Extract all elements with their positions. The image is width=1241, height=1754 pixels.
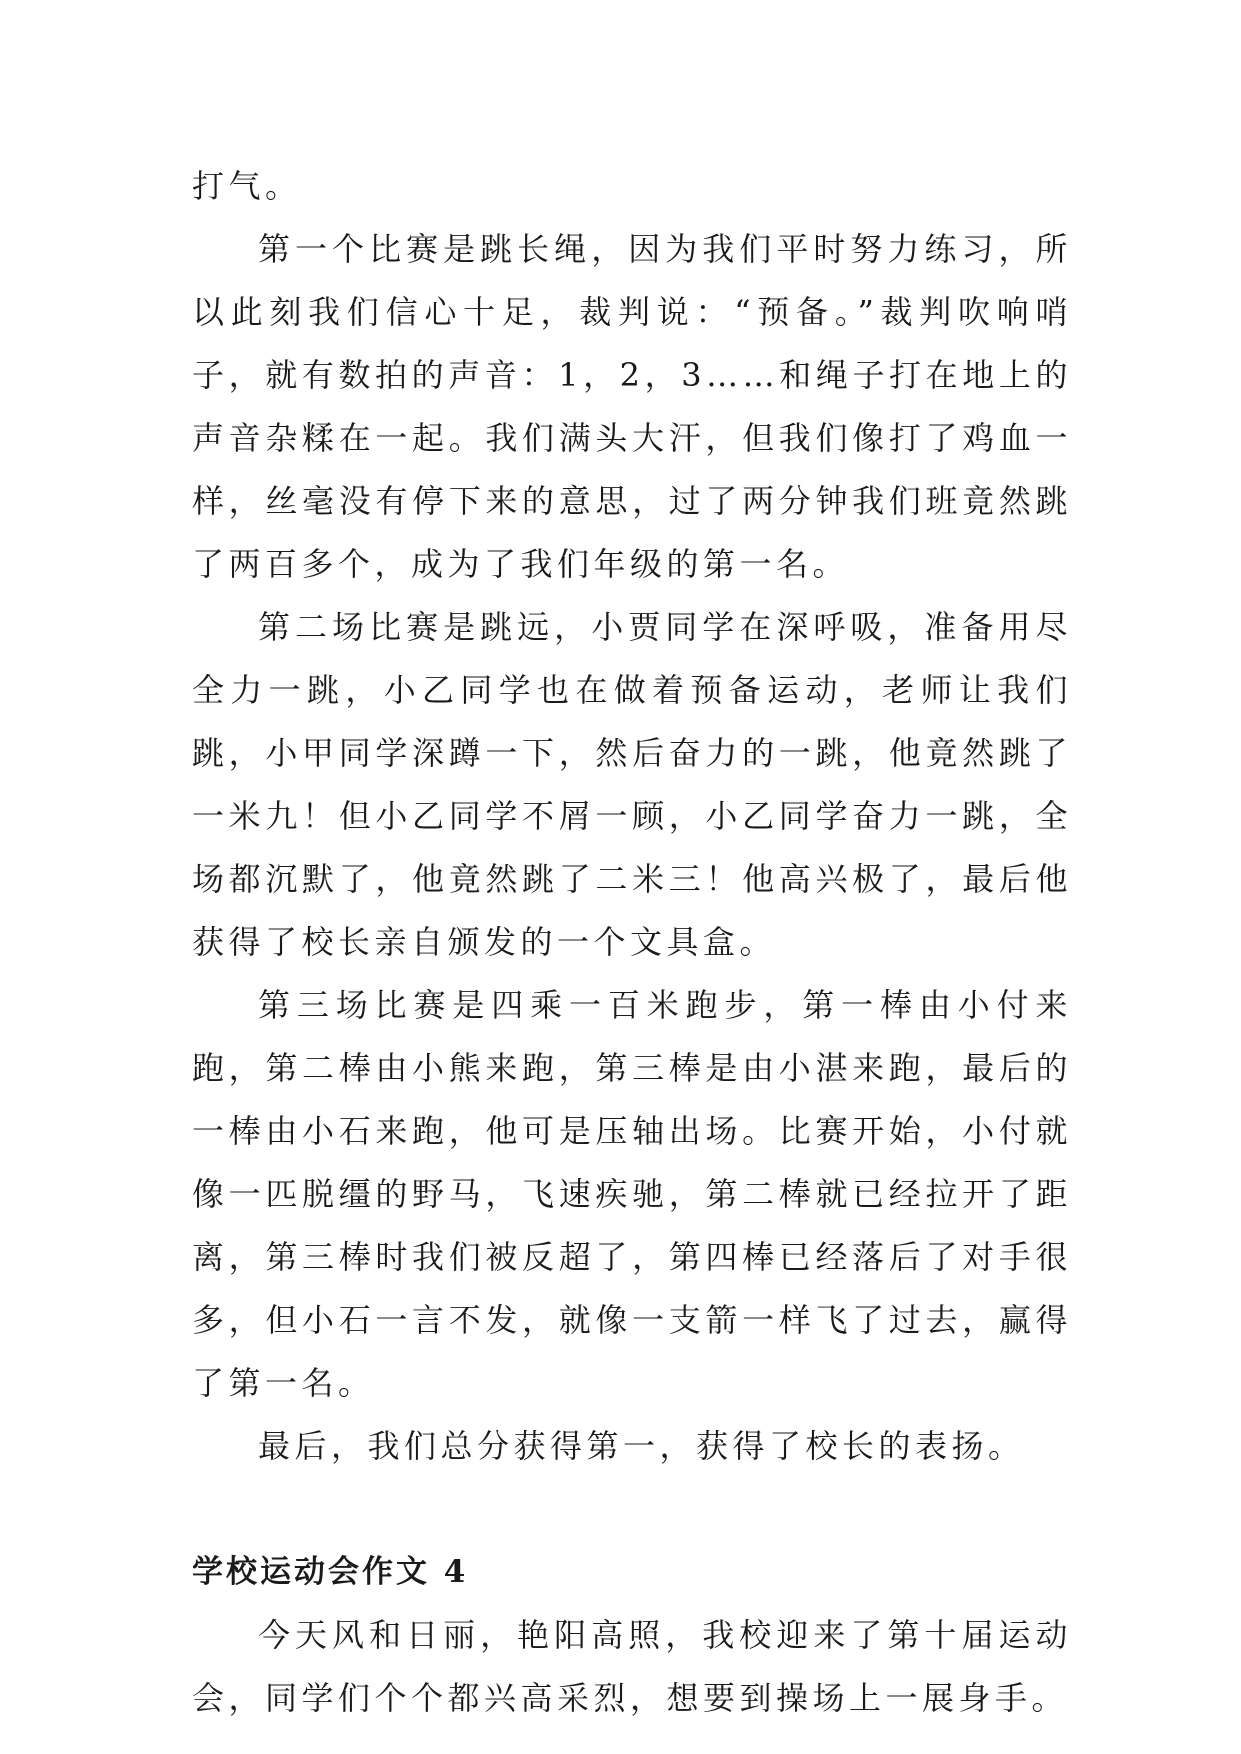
section-spacer xyxy=(192,1478,1072,1541)
paragraph-continuation: 打气。 xyxy=(192,167,302,205)
paragraph-long-jump: 第二场比赛是跳远，小贾同学在深呼吸，准备用尽全力一跳，小乙同学也在做着预备运动，老师让我们跳，小甲同学深蹲一下，然后奋力的一跳，他竟然跳了一米九！但小乙同学不屑一顾，小乙同学奋力一跳，全场都沉默了，他竟然跳了二米三！他高兴极了，最后他获得了校长亲自颁发的一个文具盒。 xyxy=(192,608,1072,961)
document-body xyxy=(192,155,1072,1730)
paragraph-conclusion: 最后，我们总分获得第一，获得了校长的表扬。 xyxy=(258,1427,1025,1465)
section-title: 学校运动会作文 4 xyxy=(192,1554,469,1590)
paragraph-jump-rope: 第一个比赛是跳长绳，因为我们平时努力练习，所以此刻我们信心十足，裁判说：“预备。”裁判吹响哨子，就有数拍的声音：1，2，3……和绳子打在地上的声音杂糅在一起。我们满头大汗，但我们像打了鸡血一样，丝毫没有停下来的意思，过了两分钟我们班竟然跳了两百多个，成为了我们年级的第一名。 xyxy=(192,230,1072,583)
paragraph-opening: 今天风和日丽，艳阳高照，我校迎来了第十届运动会，同学们个个都兴高采烈，想要到操场上一展身手。 xyxy=(192,1616,1072,1717)
paragraph-relay-race: 第三场比赛是四乘一百米跑步，第一棒由小付来跑，第二棒由小熊来跑，第三棒是由小湛来跑，最后的一棒由小石来跑，他可是压轴出场。比赛开始，小付就像一匹脱缰的野马，飞速疾驰，第二棒就已经拉开了距离，第三棒时我们被反超了，第四棒已经落后了对手很多，但小石一言不发，就像一支箭一样飞了过去，赢得了第一名。 xyxy=(192,986,1072,1402)
